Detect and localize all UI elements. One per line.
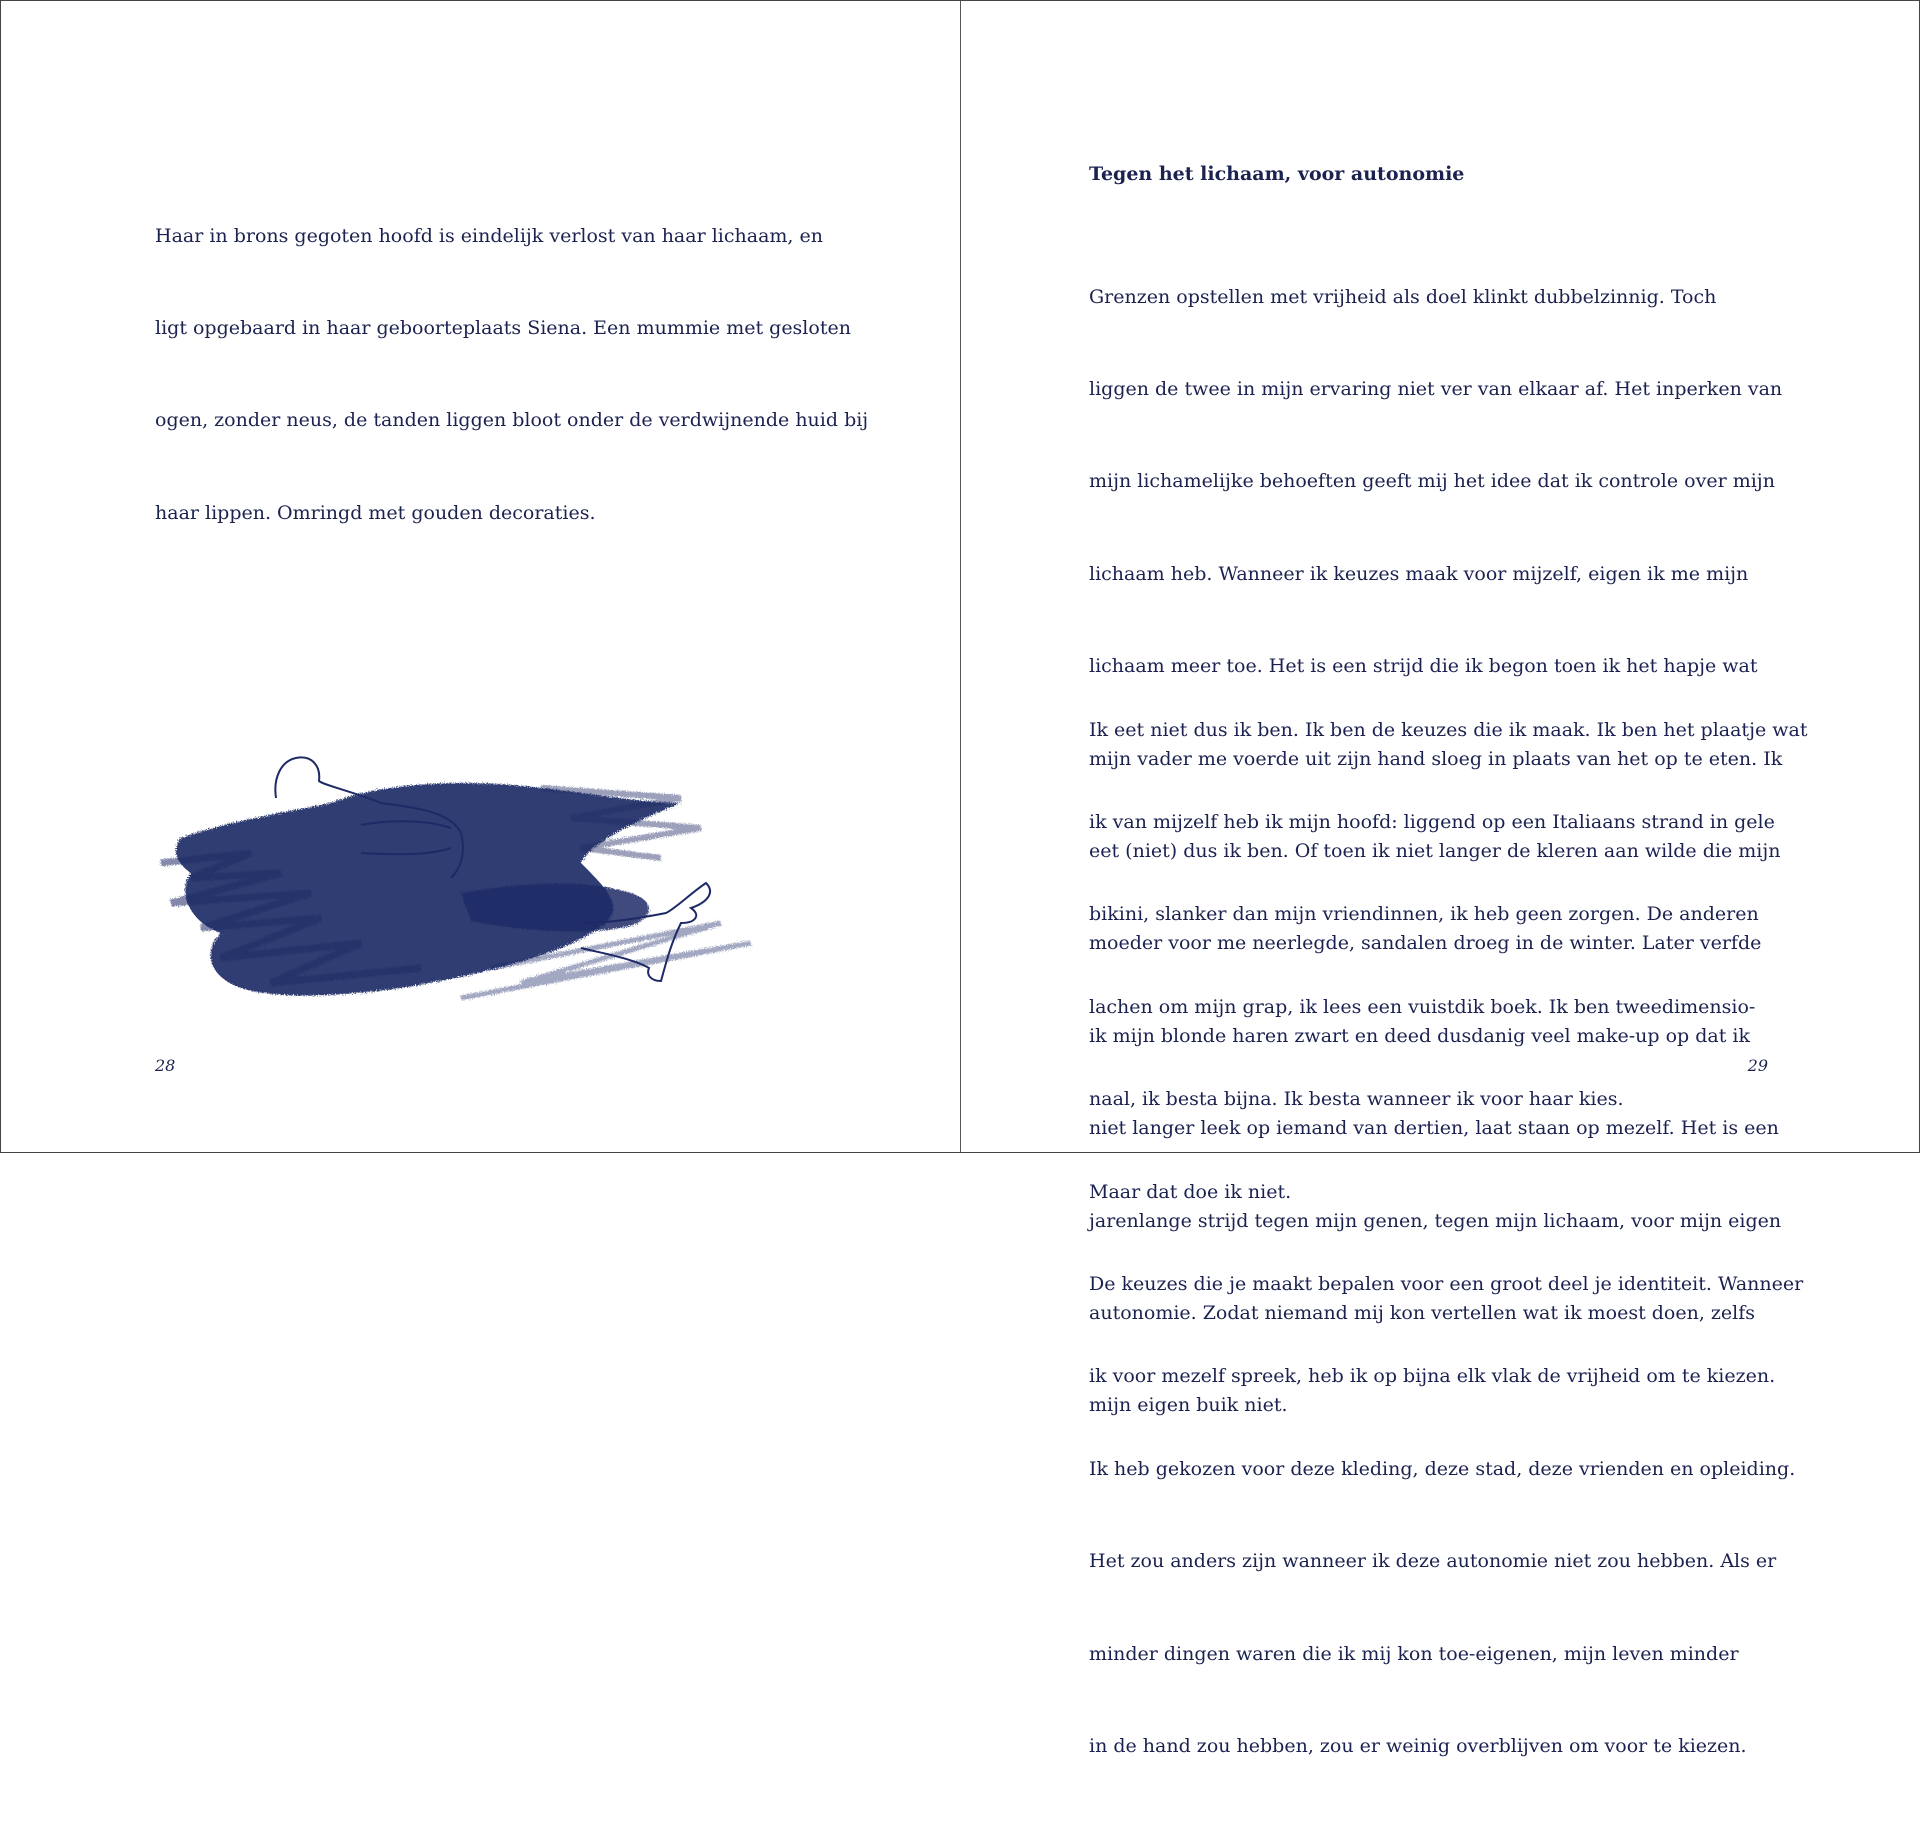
- text-line: Het zou anders zijn wanneer ik deze autonomie niet zou hebben. Als er: [1089, 1550, 1777, 1573]
- text-line: ik van mijzelf heb ik mijn hoofd: liggend op een Italiaans strand in gele: [1089, 810, 1775, 833]
- text-line: liggen de twee in mijn ervaring niet ver van elkaar af. Het inperken van: [1089, 377, 1783, 400]
- text-line: bikini, slanker dan mijn vriendinnen, ik heb geen zorgen. De anderen: [1089, 903, 1759, 926]
- text-line: jarenlange strijd tegen mijn genen, tegen mijn lichaam, voor mijn eigen: [1089, 1209, 1782, 1232]
- text-line: ligt opgebaard in haar geboorteplaats Siena. Een mummie met gesloten: [155, 316, 851, 339]
- text-line: haar lippen. Omringd met gouden decoraties.: [155, 501, 596, 524]
- text-line: moeder voor me neerlegde, sandalen droeg in de winter. Later verfde: [1089, 932, 1762, 955]
- reclining-figure-illustration: [161, 743, 811, 1013]
- text-line: ik mijn blonde haren zwart en deed dusdanig veel make-up op dat ik: [1089, 1024, 1751, 1047]
- text-line: mijn lichamelijke behoeften geeft mij het idee dat ik controle over mijn: [1089, 470, 1775, 493]
- crayon-scribble-shading: [161, 783, 751, 998]
- text-line: mijn vader me voerde uit zijn hand sloeg in plaats van het op te eten. Ik: [1089, 747, 1783, 770]
- text-line: naal, ik besta bijna. Ik besta wanneer ik voor haar kies.: [1089, 1088, 1624, 1111]
- text-line: minder dingen waren die ik mij kon toe-eigenen, mijn leven minder: [1089, 1642, 1739, 1665]
- text-line: in de hand zou hebben, zou er weinig overblijven om voor te kiezen.: [1089, 1734, 1747, 1757]
- text-line: lichaam meer toe. Het is een strijd die ik begon toen ik het hapje wat: [1089, 655, 1758, 678]
- text-line: De keuzes die je maakt bepalen voor een groot deel je identiteit. Wanneer: [1089, 1272, 1804, 1295]
- section-heading: Tegen het lichaam, voor autonomie: [1089, 163, 1465, 185]
- text-line: Ik heb gekozen voor deze kleding, deze stad, deze vrienden en opleiding.: [1089, 1457, 1796, 1480]
- right-paragraph-2: [1089, 653, 1807, 1823]
- text-line: autonomie. Zodat niemand mij kon vertellen wat ik moest doen, zelfs: [1089, 1301, 1756, 1324]
- page-number-left: 28: [155, 1056, 176, 1075]
- text-line: niet langer leek op iemand van dertien, laat staan op mezelf. Het is een: [1089, 1117, 1779, 1140]
- text-line: lachen om mijn grap, ik lees een vuistdik boek. Ik ben tweedimensio-: [1089, 995, 1756, 1018]
- right-page: [961, 1, 1920, 1757]
- text-line: Ik eet niet dus ik ben. Ik ben de keuzes die ik maak. Ik ben het plaatje wat: [1089, 718, 1808, 741]
- text-line: Haar in brons gegoten hoofd is eindelijk verlost van haar lichaam, en: [155, 224, 823, 247]
- left-paragraph: [155, 159, 868, 590]
- text-line: eet (niet) dus ik ben. Of toen ik niet langer de kleren aan wilde die mijn: [1089, 839, 1781, 862]
- text-line: Grenzen opstellen met vrijheid als doel klinkt dubbelzinnig. Toch: [1089, 285, 1717, 308]
- left-page: [1, 1, 960, 1152]
- page-number-right: 29: [1747, 1056, 1768, 1075]
- text-line: Maar dat doe ik niet.: [1089, 1180, 1292, 1203]
- text-line: mijn eigen buik niet.: [1089, 1394, 1288, 1417]
- text-line: ogen, zonder neus, de tanden liggen bloot onder de verdwijnende huid bij: [155, 409, 869, 432]
- text-line: ik voor mezelf spreek, heb ik op bijna elk vlak de vrijheid om te kiezen.: [1089, 1365, 1776, 1388]
- text-line: lichaam heb. Wanneer ik keuzes maak voor mijzelf, eigen ik me mijn: [1089, 562, 1749, 585]
